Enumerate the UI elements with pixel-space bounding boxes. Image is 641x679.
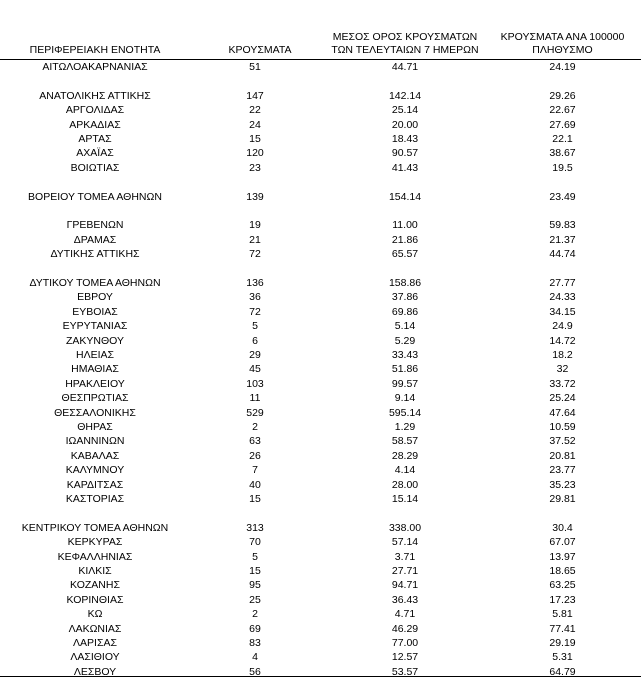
table-row bbox=[0, 161, 641, 175]
cell-region: ΗΛΕΙΑΣ bbox=[75, 349, 114, 361]
cell-avg-7-days: 77.00 bbox=[391, 637, 419, 649]
cell-avg-7-days: 18.43 bbox=[391, 133, 419, 145]
cell-cases: 313 bbox=[246, 521, 264, 534]
table-row bbox=[0, 650, 641, 664]
cell-region: ΑΡΤΑΣ bbox=[78, 133, 112, 145]
cell-avg-7-days: 58.57 bbox=[391, 435, 419, 448]
table-row bbox=[0, 118, 641, 132]
cell-cases: 51 bbox=[249, 61, 261, 73]
cell-region: ΚΟΡΙΝΘΙΑΣ bbox=[66, 593, 124, 606]
cell-per-100k: 17.23 bbox=[549, 593, 576, 606]
cell-per-100k: 27.77 bbox=[549, 277, 576, 289]
cell-region: ΔΥΤΙΚΟΥ ΤΟΜΕΑ ΑΘΗΝΩΝ bbox=[29, 277, 161, 289]
cell-avg-7-days: 15.14 bbox=[391, 493, 419, 505]
table-row bbox=[0, 636, 641, 650]
table-row bbox=[0, 348, 641, 362]
table-row bbox=[0, 478, 641, 492]
cell-per-100k: 21.37 bbox=[549, 233, 576, 246]
cell-region: ΚΑΡΔΙΤΣΑΣ bbox=[66, 478, 124, 491]
cell-per-100k: 24.19 bbox=[549, 61, 576, 73]
cell-avg-7-days: 27.71 bbox=[391, 565, 419, 577]
cell-per-100k: 37.52 bbox=[549, 435, 576, 448]
cell-avg-7-days: 94.71 bbox=[391, 579, 419, 592]
cell-cases: 95 bbox=[249, 579, 261, 592]
cell-cases: 83 bbox=[249, 637, 261, 649]
cell-per-100k: 20.81 bbox=[549, 449, 576, 462]
cell-avg-7-days: 20.00 bbox=[391, 118, 419, 131]
header-cases: ΚΡΟΥΣΜΑΤΑ bbox=[228, 44, 292, 56]
table-row bbox=[0, 132, 641, 146]
cell-per-100k: 5.31 bbox=[552, 651, 573, 664]
table-row bbox=[0, 535, 641, 549]
cell-avg-7-days: 99.57 bbox=[391, 377, 419, 390]
cell-cases: 56 bbox=[249, 665, 261, 678]
table-row bbox=[0, 276, 641, 290]
cell-region: ΑΝΑΤΟΛΙΚΗΣ ΑΤΤΙΚΗΣ bbox=[39, 89, 151, 102]
table-row bbox=[0, 406, 641, 420]
cell-per-100k: 59.83 bbox=[549, 219, 576, 232]
cell-region: ΚΑΣΤΟΡΙΑΣ bbox=[65, 493, 125, 505]
table-row bbox=[0, 146, 641, 160]
cell-avg-7-days: 25.14 bbox=[391, 104, 419, 117]
cell-region: ΚΩ bbox=[87, 608, 103, 621]
cell-region: ΛΑΚΩΝΙΑΣ bbox=[68, 622, 122, 635]
cell-per-100k: 18.2 bbox=[552, 349, 573, 361]
cell-per-100k: 22.67 bbox=[549, 104, 576, 117]
cell-cases: 15 bbox=[249, 493, 261, 505]
cell-region: ΑΡΚΑΔΙΑΣ bbox=[69, 118, 121, 131]
cell-cases: 529 bbox=[246, 406, 264, 419]
table-row bbox=[0, 377, 641, 391]
header-per-line2: ΠΛΗΘΥΣΜΟ bbox=[532, 44, 593, 56]
cell-avg-7-days: 154.14 bbox=[388, 190, 422, 203]
cell-region: ΕΒΡΟΥ bbox=[77, 291, 113, 304]
table-row bbox=[0, 218, 641, 232]
cell-avg-7-days: 142.14 bbox=[388, 89, 422, 102]
cell-avg-7-days: 69.86 bbox=[391, 305, 419, 318]
cell-region: ΚΙΛΚΙΣ bbox=[78, 565, 112, 577]
cell-region: ΙΩΑΝΝΙΝΩΝ bbox=[65, 435, 125, 448]
cell-avg-7-days: 158.86 bbox=[388, 277, 422, 289]
cell-region: ΗΡΑΚΛΕΙΟΥ bbox=[65, 377, 125, 390]
cell-per-100k: 23.77 bbox=[549, 464, 576, 477]
table-row bbox=[0, 103, 641, 117]
header-avg-line1: ΜΕΣΟΣ ΟΡΟΣ ΚΡΟΥΣΜΑΤΩΝ bbox=[332, 31, 478, 43]
cell-cases: 63 bbox=[249, 435, 261, 448]
cell-cases: 72 bbox=[249, 305, 261, 318]
cell-region: ΕΥΒΟΙΑΣ bbox=[72, 305, 118, 318]
cell-region: ΑΙΤΩΛΟΑΚΑΡΝΑΝΙΑΣ bbox=[42, 61, 148, 73]
cell-avg-7-days: 5.29 bbox=[394, 334, 416, 347]
cell-per-100k: 13.97 bbox=[549, 550, 576, 563]
cell-avg-7-days: 44.71 bbox=[391, 61, 419, 73]
cell-avg-7-days: 57.14 bbox=[391, 536, 419, 549]
cell-region: ΚΟΖΑΝΗΣ bbox=[70, 579, 120, 592]
cell-region: ΚΕΡΚΥΡΑΣ bbox=[67, 536, 123, 549]
cell-per-100k: 67.07 bbox=[549, 536, 576, 549]
cell-cases: 69 bbox=[249, 622, 261, 635]
cell-avg-7-days: 5.14 bbox=[394, 320, 416, 333]
table-row bbox=[0, 434, 641, 448]
cell-per-100k: 27.69 bbox=[549, 118, 576, 131]
header-avg-7-days bbox=[330, 31, 480, 57]
cell-region: ΔΡΑΜΑΣ bbox=[73, 233, 117, 246]
cell-region: ΒΟΡΕΙΟΥ ΤΟΜΕΑ ΑΘΗΝΩΝ bbox=[28, 190, 162, 203]
cell-avg-7-days: 28.29 bbox=[391, 449, 419, 462]
table-row bbox=[0, 233, 641, 247]
cell-cases: 45 bbox=[249, 363, 261, 376]
cell-avg-7-days: 9.14 bbox=[394, 392, 416, 405]
cell-cases: 11 bbox=[249, 392, 261, 405]
cell-per-100k: 32 bbox=[556, 363, 569, 376]
cell-cases: 15 bbox=[249, 565, 261, 577]
table-row bbox=[0, 420, 641, 434]
cell-cases: 24 bbox=[249, 118, 261, 131]
cell-region: ΛΕΣΒΟΥ bbox=[73, 665, 117, 678]
table-row bbox=[0, 391, 641, 405]
cell-per-100k: 38.67 bbox=[549, 147, 576, 160]
cell-region: ΕΥΡΥΤΑΝΙΑΣ bbox=[62, 320, 128, 333]
cell-per-100k: 33.72 bbox=[549, 377, 576, 390]
cell-region: ΗΜΑΘΙΑΣ bbox=[71, 363, 119, 376]
cell-region: ΛΑΣΙΘΙΟΥ bbox=[70, 651, 120, 664]
cell-per-100k: 5.81 bbox=[552, 608, 573, 621]
cell-cases: 2 bbox=[252, 608, 258, 621]
table-row bbox=[0, 247, 641, 261]
cell-cases: 139 bbox=[246, 190, 264, 203]
cell-region: ΒΟΙΩΤΙΑΣ bbox=[70, 161, 120, 174]
cell-avg-7-days: 51.86 bbox=[391, 363, 419, 376]
cell-cases: 70 bbox=[249, 536, 261, 549]
cell-region: ΑΡΓΟΛΙΔΑΣ bbox=[65, 104, 125, 117]
cell-per-100k: 47.64 bbox=[549, 406, 576, 419]
cell-avg-7-days: 33.43 bbox=[391, 349, 419, 361]
cell-cases: 23 bbox=[249, 161, 261, 174]
cell-cases: 7 bbox=[252, 464, 258, 477]
cell-avg-7-days: 53.57 bbox=[391, 665, 419, 678]
cell-region: ΑΧΑΪΑΣ bbox=[76, 147, 114, 160]
cell-region: ΘΗΡΑΣ bbox=[77, 421, 113, 433]
cell-avg-7-days: 65.57 bbox=[391, 248, 419, 261]
cell-cases: 25 bbox=[249, 593, 261, 606]
cell-cases: 15 bbox=[249, 133, 261, 145]
cell-avg-7-days: 21.86 bbox=[391, 233, 419, 246]
header-per-line1: ΚΡΟΥΣΜΑΤΑ ΑΝΑ 100000 bbox=[500, 31, 625, 43]
cell-per-100k: 19.5 bbox=[552, 161, 573, 174]
cell-avg-7-days: 37.86 bbox=[391, 291, 419, 304]
cell-per-100k: 29.26 bbox=[549, 89, 576, 102]
cell-avg-7-days: 36.43 bbox=[391, 593, 419, 606]
table-row bbox=[0, 607, 641, 621]
cell-region: ΘΕΣΠΡΩΤΙΑΣ bbox=[61, 392, 129, 405]
cell-region: ΖΑΚΥΝΘΟΥ bbox=[65, 334, 124, 347]
cell-per-100k: 22.1 bbox=[552, 133, 573, 145]
cell-region: ΚΑΛΥΜΝΟΥ bbox=[65, 464, 125, 477]
table-row bbox=[0, 449, 641, 463]
cell-avg-7-days: 4.14 bbox=[394, 464, 416, 477]
cell-avg-7-days: 595.14 bbox=[388, 406, 422, 419]
cell-cases: 72 bbox=[249, 248, 261, 261]
cell-cases: 22 bbox=[249, 104, 261, 117]
cell-cases: 36 bbox=[249, 291, 261, 304]
cell-per-100k: 25.24 bbox=[549, 392, 576, 405]
cell-per-100k: 14.72 bbox=[549, 334, 576, 347]
table-row bbox=[0, 521, 641, 535]
cell-cases: 120 bbox=[246, 147, 264, 160]
cell-cases: 103 bbox=[246, 377, 264, 390]
table-row bbox=[0, 334, 641, 348]
table-row bbox=[0, 190, 641, 204]
cell-per-100k: 30.4 bbox=[552, 521, 573, 534]
cell-region: ΘΕΣΣΑΛΟΝΙΚΗΣ bbox=[54, 406, 136, 419]
cell-avg-7-days: 338.00 bbox=[388, 521, 422, 534]
cell-per-100k: 24.9 bbox=[552, 320, 573, 333]
cell-per-100k: 44.74 bbox=[549, 248, 576, 261]
cell-region: ΛΑΡΙΣΑΣ bbox=[73, 637, 117, 649]
cell-region: ΚΕΦΑΛΛΗΝΙΑΣ bbox=[57, 550, 133, 563]
cell-avg-7-days: 4.71 bbox=[394, 608, 416, 621]
cell-per-100k: 18.65 bbox=[549, 565, 576, 577]
table-row bbox=[0, 492, 641, 506]
cell-avg-7-days: 90.57 bbox=[391, 147, 419, 160]
cell-per-100k: 29.81 bbox=[549, 493, 576, 505]
cell-avg-7-days: 3.71 bbox=[394, 550, 416, 563]
cell-avg-7-days: 41.43 bbox=[391, 161, 419, 174]
table-row bbox=[0, 319, 641, 333]
cell-cases: 4 bbox=[252, 651, 258, 664]
cell-per-100k: 24.33 bbox=[549, 291, 576, 304]
table-row bbox=[0, 89, 641, 103]
cell-cases: 6 bbox=[252, 334, 258, 347]
cell-per-100k: 10.59 bbox=[549, 421, 576, 433]
cell-per-100k: 63.25 bbox=[549, 579, 576, 592]
cell-per-100k: 64.79 bbox=[549, 665, 576, 678]
cell-cases: 21 bbox=[249, 233, 261, 246]
table-row bbox=[0, 463, 641, 477]
cell-cases: 147 bbox=[246, 89, 264, 102]
cell-cases: 19 bbox=[249, 219, 261, 232]
cell-per-100k: 29.19 bbox=[549, 637, 576, 649]
cell-cases: 5 bbox=[252, 550, 258, 563]
header-avg-line2: ΤΩΝ ΤΕΛΕΥΤΑΙΩΝ 7 ΗΜΕΡΩΝ bbox=[331, 44, 479, 56]
cell-avg-7-days: 11.00 bbox=[392, 219, 418, 232]
cell-per-100k: 23.49 bbox=[549, 190, 576, 203]
cell-cases: 26 bbox=[249, 449, 261, 462]
table-row bbox=[0, 362, 641, 376]
table-row bbox=[0, 578, 641, 592]
table-row bbox=[0, 622, 641, 636]
header-per-100k bbox=[490, 31, 635, 57]
cell-cases: 5 bbox=[252, 320, 258, 333]
cell-cases: 29 bbox=[249, 349, 261, 361]
cell-cases: 2 bbox=[252, 421, 258, 433]
cell-region: ΚΑΒΑΛΑΣ bbox=[70, 449, 120, 462]
cell-avg-7-days: 46.29 bbox=[391, 622, 419, 635]
cell-avg-7-days: 12.57 bbox=[391, 651, 419, 664]
cell-per-100k: 77.41 bbox=[549, 622, 576, 635]
table-row bbox=[0, 593, 641, 607]
cell-region: ΓΡΕΒΕΝΩΝ bbox=[66, 219, 124, 232]
cell-cases: 136 bbox=[246, 277, 264, 289]
cell-avg-7-days: 28.00 bbox=[391, 478, 419, 491]
cell-region: ΚΕΝΤΡΙΚΟΥ ΤΟΜΕΑ ΑΘΗΝΩΝ bbox=[21, 521, 169, 534]
cell-avg-7-days: 1.29 bbox=[394, 421, 416, 433]
table-row bbox=[0, 290, 641, 304]
table-row bbox=[0, 60, 641, 74]
cell-per-100k: 35.23 bbox=[549, 478, 576, 491]
header-region: ΠΕΡΙΦΕΡΕΙΑΚΗ ΕΝΟΤΗΤΑ bbox=[29, 44, 161, 56]
cell-per-100k: 34.15 bbox=[549, 305, 576, 318]
cell-region: ΔΥΤΙΚΗΣ ΑΤΤΙΚΗΣ bbox=[50, 248, 140, 261]
table-row bbox=[0, 305, 641, 319]
table-row bbox=[0, 550, 641, 564]
cell-cases: 40 bbox=[249, 478, 261, 491]
table-row bbox=[0, 564, 641, 578]
